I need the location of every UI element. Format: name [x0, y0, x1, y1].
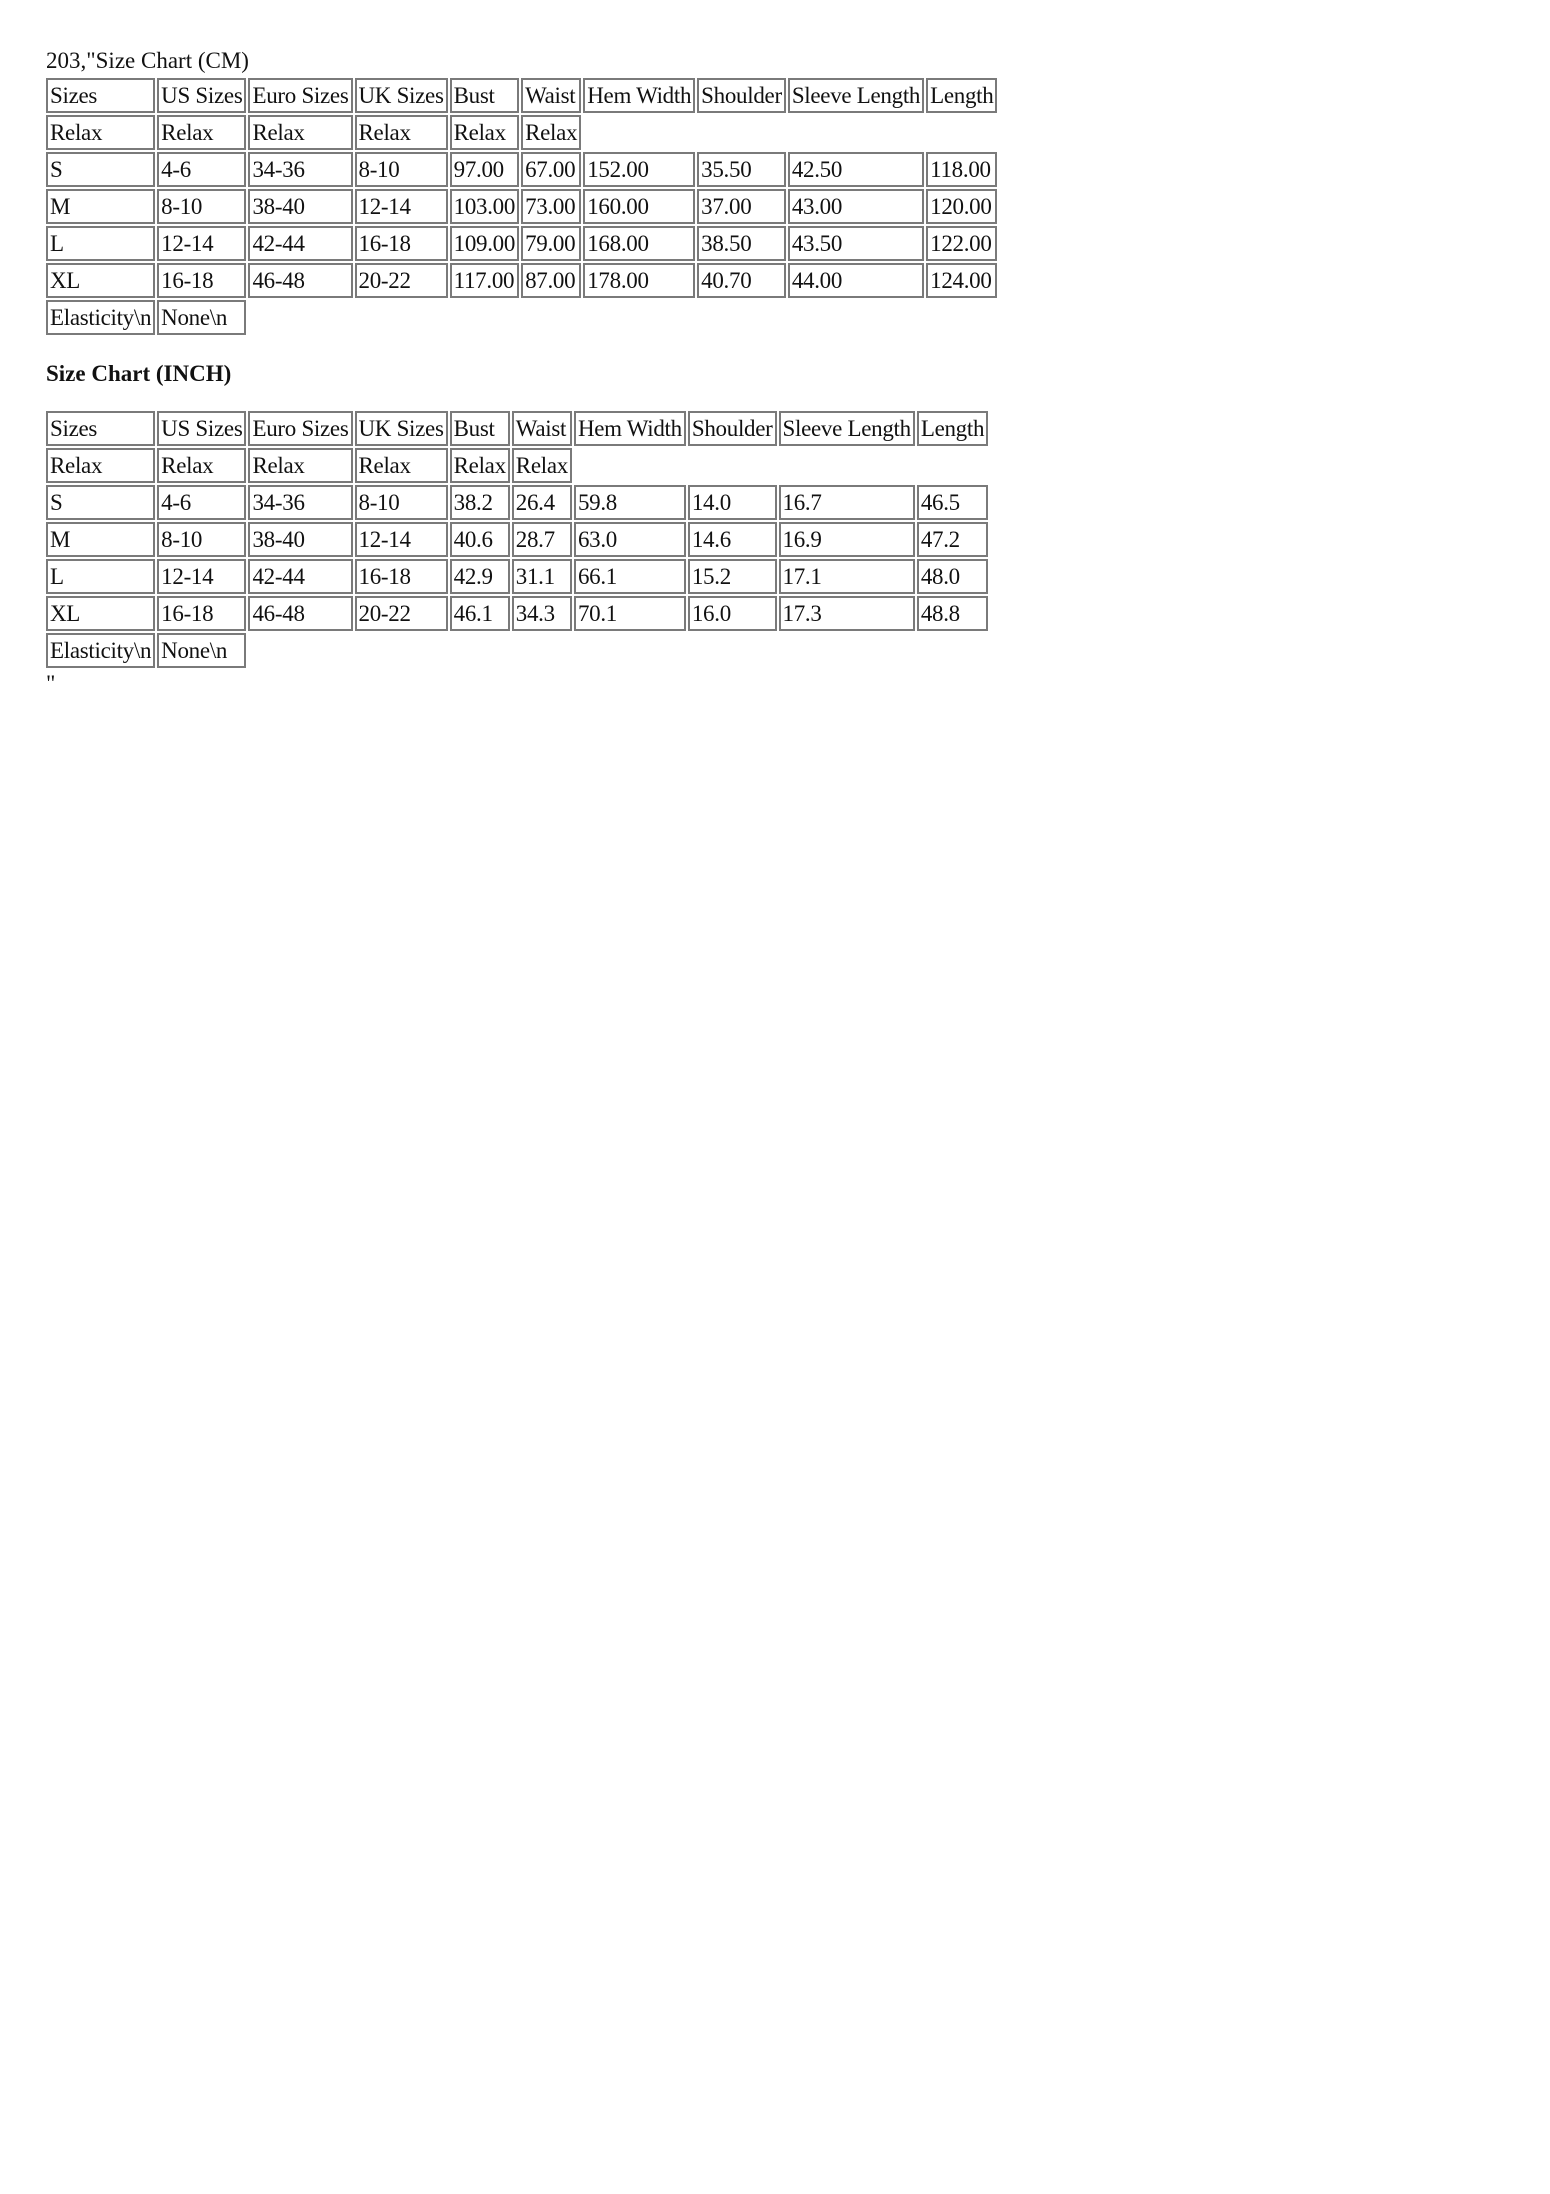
table-cell: Elasticity\n [46, 300, 155, 335]
header-cell: Sleeve Length [779, 411, 915, 446]
table-cell: 46.1 [450, 596, 510, 631]
table-cell: 152.00 [583, 152, 695, 187]
table-cell: Relax [248, 115, 352, 150]
table-cell: 48.8 [917, 596, 988, 631]
empty-cell [697, 115, 786, 150]
header-cell: Hem Width [574, 411, 686, 446]
table-cell: 47.2 [917, 522, 988, 557]
table-cell: 97.00 [450, 152, 519, 187]
table-header-row [46, 411, 988, 446]
table-cell: M [46, 189, 155, 224]
table-cell: None\n [157, 300, 246, 335]
table-cell: Relax [157, 448, 246, 483]
table-cell: 42.9 [450, 559, 510, 594]
table-cell: 122.00 [926, 226, 997, 261]
table-cell: 20-22 [355, 596, 448, 631]
empty-cell [926, 300, 997, 335]
header-cell: Euro Sizes [248, 78, 352, 113]
table-cell: 70.1 [574, 596, 686, 631]
header-cell: Sizes [46, 78, 155, 113]
table-cell: None\n [157, 633, 246, 668]
table-cell: Relax [450, 448, 510, 483]
table-cell: 16-18 [157, 263, 246, 298]
table-cell: 4-6 [157, 152, 246, 187]
table-cell: 59.8 [574, 485, 686, 520]
header-cell: Shoulder [697, 78, 786, 113]
header-cell: Waist [521, 78, 581, 113]
empty-cell [450, 633, 510, 668]
empty-cell [574, 448, 686, 483]
empty-cell [450, 300, 519, 335]
size-chart-inch-heading: Size Chart (INCH) [46, 361, 232, 386]
table-cell: 160.00 [583, 189, 695, 224]
header-cell: UK Sizes [355, 78, 448, 113]
table-cell: S [46, 152, 155, 187]
table-cell: 117.00 [450, 263, 519, 298]
header-cell: Bust [450, 411, 510, 446]
table-cell: 46.5 [917, 485, 988, 520]
empty-cell [574, 633, 686, 668]
table-cell: 48.0 [917, 559, 988, 594]
header-cell: Sizes [46, 411, 155, 446]
size-chart-cm-heading: 203,"Size Chart (CM) [46, 48, 249, 73]
table-cell: 16-18 [355, 559, 448, 594]
empty-cell [688, 448, 777, 483]
table-cell: Relax [450, 115, 519, 150]
table-cell: 40.70 [697, 263, 786, 298]
table-cell: 66.1 [574, 559, 686, 594]
header-cell: US Sizes [157, 78, 246, 113]
table-cell: 43.50 [788, 226, 924, 261]
table-cell: 38-40 [248, 189, 352, 224]
table-cell: L [46, 559, 155, 594]
table-row-relax [46, 115, 997, 150]
table-cell: XL [46, 263, 155, 298]
table-cell: 8-10 [157, 189, 246, 224]
table-cell: M [46, 522, 155, 557]
table-cell: 109.00 [450, 226, 519, 261]
empty-cell [355, 300, 448, 335]
table-cell: 16.0 [688, 596, 777, 631]
empty-cell [248, 633, 352, 668]
table-cell: 8-10 [355, 152, 448, 187]
empty-cell [917, 633, 988, 668]
table-cell: L [46, 226, 155, 261]
table-cell: 63.0 [574, 522, 686, 557]
empty-cell [779, 448, 915, 483]
table-row [46, 485, 988, 520]
header-cell: Length [926, 78, 997, 113]
table-row-elasticity [46, 633, 988, 668]
table-cell: 44.00 [788, 263, 924, 298]
header-cell: UK Sizes [355, 411, 448, 446]
table-cell: 8-10 [355, 485, 448, 520]
table-cell: 16.9 [779, 522, 915, 557]
table-row [46, 596, 988, 631]
header-cell: Bust [450, 78, 519, 113]
table-cell: 12-14 [157, 226, 246, 261]
table-cell: 178.00 [583, 263, 695, 298]
table-cell: 34.3 [512, 596, 572, 631]
table-cell: Relax [157, 115, 246, 150]
table-cell: 20-22 [355, 263, 448, 298]
empty-cell [926, 115, 997, 150]
table-cell: 87.00 [521, 263, 581, 298]
table-cell: Relax [46, 448, 155, 483]
header-cell: Sleeve Length [788, 78, 924, 113]
document-page [46, 46, 999, 696]
table-cell: Relax [248, 448, 352, 483]
table-cell: 120.00 [926, 189, 997, 224]
table-row [46, 559, 988, 594]
empty-cell [521, 300, 581, 335]
table-row [46, 226, 997, 261]
empty-cell [917, 448, 988, 483]
table-cell: 124.00 [926, 263, 997, 298]
header-cell: US Sizes [157, 411, 246, 446]
header-cell: Euro Sizes [248, 411, 352, 446]
header-cell: Waist [512, 411, 572, 446]
table-cell: 16-18 [157, 596, 246, 631]
table-row [46, 152, 997, 187]
table-cell: 42.50 [788, 152, 924, 187]
table-cell: XL [46, 596, 155, 631]
table-cell: 40.6 [450, 522, 510, 557]
empty-cell [688, 633, 777, 668]
table-cell: 46-48 [248, 596, 352, 631]
table-cell: 34-36 [248, 152, 352, 187]
table-cell: 38.2 [450, 485, 510, 520]
table-cell: 12-14 [157, 559, 246, 594]
table-cell: S [46, 485, 155, 520]
table-cell: 38-40 [248, 522, 352, 557]
empty-cell [779, 633, 915, 668]
table-cell: Relax [46, 115, 155, 150]
empty-cell [355, 633, 448, 668]
table-cell: 42-44 [248, 559, 352, 594]
table-header-row [46, 78, 997, 113]
table-row-relax [46, 448, 988, 483]
table-cell: 26.4 [512, 485, 572, 520]
header-cell: Hem Width [583, 78, 695, 113]
table-cell: Relax [521, 115, 581, 150]
empty-cell [788, 300, 924, 335]
table-cell: 73.00 [521, 189, 581, 224]
table-cell: 17.1 [779, 559, 915, 594]
table-cell: Elasticity\n [46, 633, 155, 668]
table-cell: 46-48 [248, 263, 352, 298]
empty-cell [697, 300, 786, 335]
table-cell: 31.1 [512, 559, 572, 594]
table-cell: Relax [355, 115, 448, 150]
table-cell: 16-18 [355, 226, 448, 261]
header-cell: Length [917, 411, 988, 446]
table-cell: 14.0 [688, 485, 777, 520]
table-row [46, 263, 997, 298]
table-cell: Relax [355, 448, 448, 483]
empty-cell [248, 300, 352, 335]
table-cell: 37.00 [697, 189, 786, 224]
table-cell: 79.00 [521, 226, 581, 261]
table-cell: 15.2 [688, 559, 777, 594]
table-cell: 14.6 [688, 522, 777, 557]
size-chart-inch-table [44, 409, 990, 670]
table-cell: 118.00 [926, 152, 997, 187]
trailing-quote: " [46, 671, 56, 696]
table-cell: Relax [512, 448, 572, 483]
size-chart-cm-table [44, 76, 999, 337]
table-cell: 43.00 [788, 189, 924, 224]
table-cell: 8-10 [157, 522, 246, 557]
table-cell: 34-36 [248, 485, 352, 520]
empty-cell [583, 115, 695, 150]
table-cell: 67.00 [521, 152, 581, 187]
table-row-elasticity [46, 300, 997, 335]
table-cell: 28.7 [512, 522, 572, 557]
table-cell: 38.50 [697, 226, 786, 261]
empty-cell [583, 300, 695, 335]
table-cell: 42-44 [248, 226, 352, 261]
empty-cell [512, 633, 572, 668]
table-cell: 12-14 [355, 522, 448, 557]
table-cell: 12-14 [355, 189, 448, 224]
table-row [46, 522, 988, 557]
table-row [46, 189, 997, 224]
empty-cell [788, 115, 924, 150]
table-cell: 4-6 [157, 485, 246, 520]
table-cell: 35.50 [697, 152, 786, 187]
table-cell: 168.00 [583, 226, 695, 261]
table-cell: 16.7 [779, 485, 915, 520]
table-cell: 103.00 [450, 189, 519, 224]
table-cell: 17.3 [779, 596, 915, 631]
header-cell: Shoulder [688, 411, 777, 446]
